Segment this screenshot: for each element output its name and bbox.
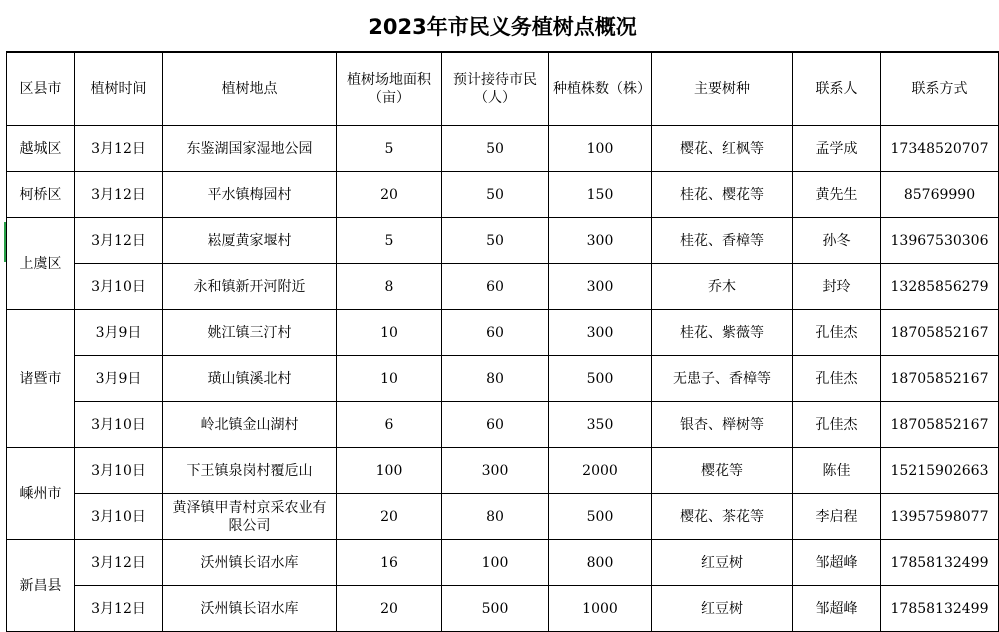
people-cell[interactable]: 300 bbox=[442, 448, 549, 494]
phone-cell[interactable]: 18705852167 bbox=[881, 356, 999, 402]
species-cell[interactable]: 樱花、茶花等 bbox=[652, 494, 793, 540]
time-cell[interactable]: 3月12日 bbox=[75, 540, 163, 586]
contact-cell[interactable]: 孔佳杰 bbox=[793, 310, 881, 356]
area-cell[interactable]: 16 bbox=[337, 540, 442, 586]
species-cell[interactable]: 樱花、红枫等 bbox=[652, 126, 793, 172]
people-cell[interactable]: 50 bbox=[442, 126, 549, 172]
people-cell[interactable]: 100 bbox=[442, 540, 549, 586]
phone-cell[interactable]: 13967530306 bbox=[881, 218, 999, 264]
place-cell[interactable]: 平水镇梅园村 bbox=[163, 172, 337, 218]
area-cell[interactable]: 10 bbox=[337, 310, 442, 356]
species-cell[interactable]: 桂花、樱花等 bbox=[652, 172, 793, 218]
table-row bbox=[7, 448, 999, 494]
header-area[interactable]: 植树场地面积（亩） bbox=[337, 53, 442, 126]
time-cell[interactable]: 3月10日 bbox=[75, 494, 163, 540]
phone-cell[interactable]: 13957598077 bbox=[881, 494, 999, 540]
area-cell[interactable]: 5 bbox=[337, 126, 442, 172]
district-cell[interactable]: 嵊州市 bbox=[7, 448, 75, 540]
time-cell[interactable]: 3月12日 bbox=[75, 126, 163, 172]
sheet-title: 2023年市民义务植树点概况 bbox=[368, 15, 637, 39]
time-cell[interactable]: 3月10日 bbox=[75, 264, 163, 310]
people-cell[interactable]: 60 bbox=[442, 310, 549, 356]
district-cell[interactable]: 新昌县 bbox=[7, 540, 75, 632]
count-cell[interactable]: 300 bbox=[549, 218, 652, 264]
district-cell[interactable]: 上虞区 bbox=[7, 218, 75, 310]
phone-cell[interactable]: 15215902663 bbox=[881, 448, 999, 494]
area-cell[interactable]: 5 bbox=[337, 218, 442, 264]
count-cell[interactable]: 350 bbox=[549, 402, 652, 448]
count-cell[interactable]: 500 bbox=[549, 494, 652, 540]
table-row bbox=[7, 218, 999, 264]
header-row bbox=[7, 53, 999, 126]
phone-cell[interactable]: 85769990 bbox=[881, 172, 999, 218]
header-contact[interactable]: 联系人 bbox=[793, 53, 881, 126]
table-row bbox=[7, 126, 999, 172]
contact-cell[interactable]: 李启程 bbox=[793, 494, 881, 540]
contact-cell[interactable]: 孔佳杰 bbox=[793, 402, 881, 448]
time-cell[interactable]: 3月12日 bbox=[75, 172, 163, 218]
species-cell[interactable]: 樱花等 bbox=[652, 448, 793, 494]
place-cell[interactable]: 沃州镇长诏水库 bbox=[163, 540, 337, 586]
contact-cell[interactable]: 邹超峰 bbox=[793, 540, 881, 586]
place-cell[interactable]: 东鉴湖国家湿地公园 bbox=[163, 126, 337, 172]
people-cell[interactable]: 50 bbox=[442, 172, 549, 218]
district-cell[interactable]: 越城区 bbox=[7, 126, 75, 172]
area-cell[interactable]: 100 bbox=[337, 448, 442, 494]
phone-cell[interactable]: 17858132499 bbox=[881, 540, 999, 586]
count-cell[interactable]: 2000 bbox=[549, 448, 652, 494]
place-cell[interactable]: 姚江镇三汀村 bbox=[163, 310, 337, 356]
people-cell[interactable]: 500 bbox=[442, 586, 549, 632]
people-cell[interactable]: 50 bbox=[442, 218, 549, 264]
count-cell[interactable]: 500 bbox=[549, 356, 652, 402]
place-cell[interactable]: 黄泽镇甲青村京采农业有限公司 bbox=[163, 494, 337, 540]
header-phone[interactable]: 联系方式 bbox=[881, 53, 999, 126]
table-row bbox=[7, 402, 999, 448]
place-cell[interactable]: 崧厦黄家堰村 bbox=[163, 218, 337, 264]
area-cell[interactable]: 8 bbox=[337, 264, 442, 310]
table-row bbox=[7, 356, 999, 402]
species-cell[interactable]: 银杏、榉树等 bbox=[652, 402, 793, 448]
header-place[interactable]: 植树地点 bbox=[163, 53, 337, 126]
planting-sites-table bbox=[6, 52, 999, 632]
place-cell[interactable]: 岭北镇金山湖村 bbox=[163, 402, 337, 448]
district-cell[interactable]: 柯桥区 bbox=[7, 172, 75, 218]
species-cell[interactable]: 红豆树 bbox=[652, 586, 793, 632]
contact-cell[interactable]: 黄先生 bbox=[793, 172, 881, 218]
header-district[interactable]: 区县市 bbox=[7, 53, 75, 126]
people-cell[interactable]: 80 bbox=[442, 356, 549, 402]
area-cell[interactable]: 6 bbox=[337, 402, 442, 448]
phone-cell[interactable]: 17858132499 bbox=[881, 586, 999, 632]
place-cell[interactable]: 璜山镇溪北村 bbox=[163, 356, 337, 402]
people-cell[interactable]: 80 bbox=[442, 494, 549, 540]
contact-cell[interactable]: 封玲 bbox=[793, 264, 881, 310]
count-cell[interactable]: 100 bbox=[549, 126, 652, 172]
contact-cell[interactable]: 陈佳 bbox=[793, 448, 881, 494]
header-species[interactable]: 主要树种 bbox=[652, 53, 793, 126]
area-cell[interactable]: 20 bbox=[337, 586, 442, 632]
phone-cell[interactable]: 18705852167 bbox=[881, 402, 999, 448]
contact-cell[interactable]: 孟学成 bbox=[793, 126, 881, 172]
place-cell[interactable]: 下王镇泉岗村覆卮山 bbox=[163, 448, 337, 494]
count-cell[interactable]: 300 bbox=[549, 310, 652, 356]
place-cell[interactable]: 沃州镇长诏水库 bbox=[163, 586, 337, 632]
table-row bbox=[7, 264, 999, 310]
phone-cell[interactable]: 18705852167 bbox=[881, 310, 999, 356]
table-row bbox=[7, 494, 999, 540]
time-cell[interactable]: 3月9日 bbox=[75, 310, 163, 356]
species-cell[interactable]: 桂花、紫薇等 bbox=[652, 310, 793, 356]
time-cell[interactable]: 3月12日 bbox=[75, 218, 163, 264]
count-cell[interactable]: 300 bbox=[549, 264, 652, 310]
count-cell[interactable]: 800 bbox=[549, 540, 652, 586]
contact-cell[interactable]: 孙冬 bbox=[793, 218, 881, 264]
district-cell[interactable]: 诸暨市 bbox=[7, 310, 75, 448]
time-cell[interactable]: 3月10日 bbox=[75, 448, 163, 494]
count-cell[interactable]: 150 bbox=[549, 172, 652, 218]
header-count[interactable]: 种植株数（株） bbox=[549, 53, 652, 126]
count-cell[interactable]: 1000 bbox=[549, 586, 652, 632]
contact-cell[interactable]: 孔佳杰 bbox=[793, 356, 881, 402]
time-cell[interactable]: 3月9日 bbox=[75, 356, 163, 402]
time-cell[interactable]: 3月10日 bbox=[75, 402, 163, 448]
species-cell[interactable]: 桂花、香樟等 bbox=[652, 218, 793, 264]
people-cell[interactable]: 60 bbox=[442, 402, 549, 448]
table-row bbox=[7, 586, 999, 632]
header-people[interactable]: 预计接待市民（人） bbox=[442, 53, 549, 126]
phone-cell[interactable]: 13285856279 bbox=[881, 264, 999, 310]
area-cell[interactable]: 20 bbox=[337, 172, 442, 218]
area-cell[interactable]: 20 bbox=[337, 494, 442, 540]
place-cell[interactable]: 永和镇新开河附近 bbox=[163, 264, 337, 310]
people-cell[interactable]: 60 bbox=[442, 264, 549, 310]
time-cell[interactable]: 3月12日 bbox=[75, 586, 163, 632]
species-cell[interactable]: 红豆树 bbox=[652, 540, 793, 586]
table-row bbox=[7, 172, 999, 218]
phone-cell[interactable]: 17348520707 bbox=[881, 126, 999, 172]
species-cell[interactable]: 无患子、香樟等 bbox=[652, 356, 793, 402]
area-cell[interactable]: 10 bbox=[337, 356, 442, 402]
header-time[interactable]: 植树时间 bbox=[75, 53, 163, 126]
table-row bbox=[7, 540, 999, 586]
table-row bbox=[7, 310, 999, 356]
species-cell[interactable]: 乔木 bbox=[652, 264, 793, 310]
contact-cell[interactable]: 邹超峰 bbox=[793, 586, 881, 632]
